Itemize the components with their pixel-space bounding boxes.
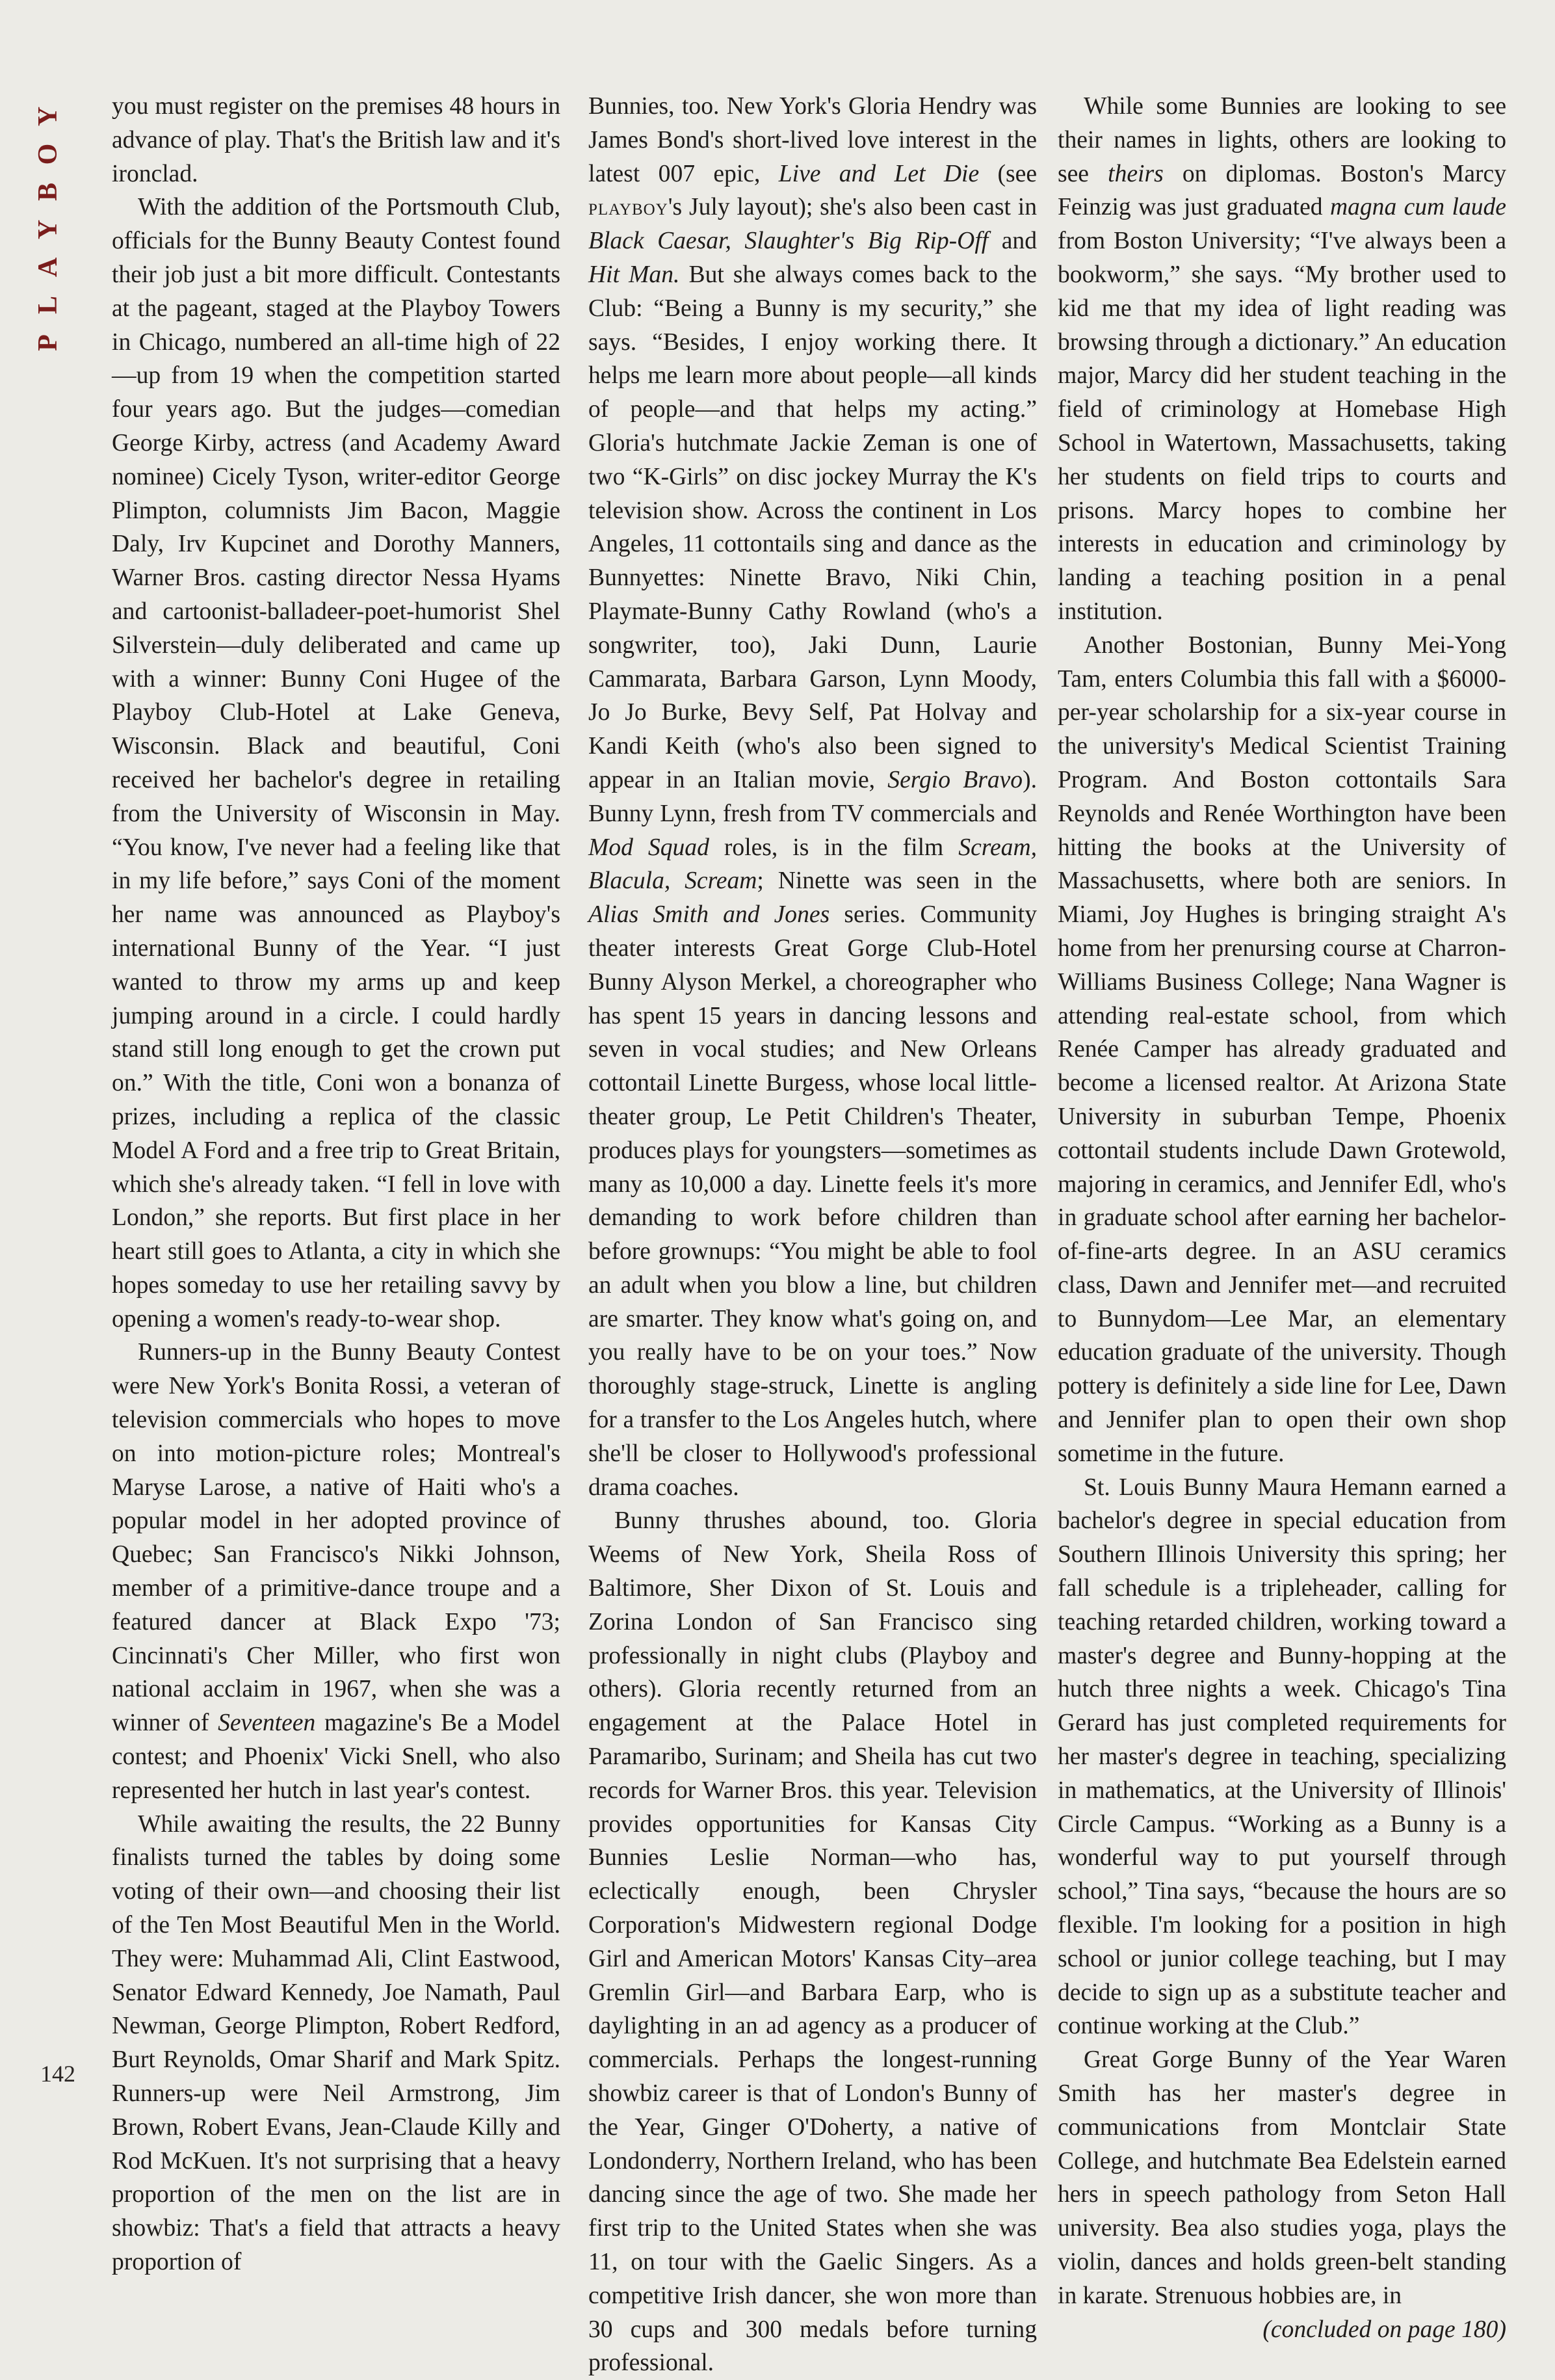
small-caps-text: playboy bbox=[588, 194, 668, 220]
text-run: and bbox=[988, 228, 1038, 255]
text-run: magazine's Be a Model contest; and Phoenix' Vicki Snell, who also represented her hutch in last year's contest. bbox=[112, 1710, 560, 1804]
text-run: While some Bunnies are looking to see their names in lights, others are looking to see bbox=[1058, 93, 1506, 187]
paragraph: Great Gorge Bunny of the Year Waren Smith has her master's degree in communications from Montclair State College, and hutchmate Bea Edelstein earned hers in speech pathology from Seton Hall university. Bea also studies yoga, plays the violin, dances and holds green-belt standing in karate. Strenuous hobbies are, in bbox=[1058, 2046, 1506, 2309]
paragraph: Bunny thrushes abound, too. Gloria Weems of New York, Sheila Ross of Baltimore, Sher Dixon of St. Louis and Zorina London of San Francisco sing professionally in night clubs (Playboy and others). Gloria recently returned from an engagement at the Palace Hotel in Paramaribo, Surinam; and Sheila has cut two records for Warner Bros. this year. Television provides opportunities for Kansas City Bunnies Leslie Norman—who has, eclectically enough, been Chrysler Corporation's Midwestern regional Dodge Girl and American Motors' Kansas City–area Gremlin Girl—and Barbara Earp, who is daylighting in an ad agency as a producer of commercials. Perhaps the longest-running showbiz career is that of London's Bunny of the Year, Ginger O'Doherty, a native of Londonderry, Northern Ireland, who has been dancing since the age of two. She made her first trip to the United States when she was 11, on tour with the Gaelic Singers. As a competitive Irish dancer, she won more than 30 cups and 300 medals before turning professional. bbox=[588, 1507, 1037, 2377]
text-run: ). Bunny Lynn, fresh from TV commercials and bbox=[588, 766, 1037, 827]
text-run: Bunnies, too. New York's Gloria Hendry was James Bond's short-lived love interest in the latest 007 epic, bbox=[588, 93, 1037, 187]
text-run: series. Community theater interests Great Gorge Club-Hotel Bunny Alyson Merkel, a choreographer who has spent 15 years in dancing lessons and seven in vocal studies; and New Orleans cottontail Linette Burgess, whose local little-theater group, Le Petit Children's Theater, produces plays for youngsters—sometimes as many as 10,000 a day. Linette feels it's more demanding to work before children than before grownups: “You might be able to fool an adult when you blow a line, but children are smarter. They know what's going on, and you really have to be on your toes.” Now thoroughly stage-struck, Linette is angling for a transfer to the Los Angeles hutch, where she'll be closer to Hollywood's professional drama coaches. bbox=[588, 901, 1037, 1501]
paragraph bbox=[588, 90, 1037, 1504]
paragraph bbox=[1058, 90, 1506, 629]
italic-title: Hit Man. bbox=[588, 261, 680, 288]
text-run: ; Ninette was seen in the bbox=[757, 867, 1037, 895]
playboy-masthead bbox=[29, 98, 68, 371]
text-run: roles, is in the film bbox=[709, 834, 959, 861]
paragraph: St. Louis Bunny Maura Hemann earned a bachelor's degree in special education from Southern Illinois University this spring; her fall schedule is a tripleheader, calling for teaching retarded children, working toward a master's degree and Bunny-hopping at the hutch three nights a week. Chicago's Tina Gerard has just completed requirements for her master's degree in teaching, specializing in mathematics, at the University of Illinois' Circle Campus. “Working as a Bunny is a wonderful way to put yourself through school,” Tina says, “because the hours are so flexible. I'm looking for a position in high school or junior college teaching, but I may decide to sign up as a substitute teacher and continue working at the Club.” bbox=[1058, 1474, 1506, 2040]
masthead-letter: L bbox=[33, 296, 63, 315]
italic-title: Seventeen bbox=[218, 1710, 316, 1737]
page-number: 142 bbox=[40, 2061, 75, 2087]
italic-title: Alias Smith and Jones bbox=[588, 901, 830, 929]
italic-title: Sergio Bravo bbox=[887, 766, 1023, 793]
masthead-letter: B bbox=[33, 183, 63, 202]
text-run: 's July layout); she's also been cast in bbox=[668, 194, 1037, 221]
paragraph: With the addition of the Portsmouth Club, officials for the Bunny Beauty Contest found their job just a bit more difficult. Contestants at the pageant, staged at the Playboy Towers in Chicago, numbered an all-time high of 22—up from 19 when the competition started four years ago. But the judges—comedian George Kirby, actress (and Academy Award nominee) Cicely Tyson, writer-editor George Plimpton, columnists Jim Bacon, Maggie Daly, Irv Kupcinet and Dorothy Manners, Warner Bros. casting director Nessa Hyams and cartoonist-balladeer-poet-humorist Shel Silverstein—duly deliberated and came up with a winner: Bunny Coni Hugee of the Playboy Club-Hotel at Lake Geneva, Wisconsin. Black and beautiful, Coni received her bachelor's degree in retailing from the University of Wisconsin in May. “You know, I've never had a feeling like that in my life before,” says Coni of the moment her name was announced as Playboy's international Bunny of the Year. “I just wanted to throw my arms up and keep jumping around in a circle. I could hardly stand still long enough to get the crown put on.” With the title, Coni won a bonanza of prizes, including a replica of the classic Model A Ford and a free trip to Great Britain, which she's already taken. “I fell in love with London,” she reports. But first place in her heart still goes to Atlanta, a city in which she hopes someday to use her retailing savvy by opening a women's ready-to-wear shop. bbox=[112, 194, 560, 1332]
continuation-note: (concluded on page 180) bbox=[1262, 2316, 1506, 2343]
paragraph: Another Bostonian, Bunny Mei-Yong Tam, enters Columbia this fall with a $6000-per-year scholarship for a six-year course in the university's Medical Scientist Training Program. And Boston cottontails Sara Reynolds and Renée Worthington have been hitting the books at the University of Massachusetts, where both are seniors. In Miami, Joy Hughes is bringing straight A's home from her prenursing course at Charron-Williams Business College; Nana Wagner is attending real-estate school, from which Renée Camper has already graduated and become a licensed realtor. At Arizona State University in suburban Tempe, Phoenix cottontail students include Dawn Grotewold, majoring in ceramics, and Jennifer Edl, who's in graduate school after earning her bachelor-of-fine-arts degree. In an ASU ceramics class, Dawn and Jennifer met—and recruited to Bunnydom—Lee Mar, an elementary education graduate of the university. Though pottery is definitely a side line for Lee, Dawn and Jennifer plan to open their own shop sometime in the future. bbox=[1058, 631, 1506, 1467]
masthead-letter: Y bbox=[33, 219, 63, 240]
italic-phrase: magna cum laude bbox=[1329, 194, 1506, 221]
column-1 bbox=[112, 90, 560, 2279]
text-run: Runners-up in the Bunny Beauty Contest were New York's Bonita Rossi, a veteran of television commercials who hopes to move on into motion-picture roles; Montreal's Maryse Larose, a native of Haiti who's a popular model in her adopted province of Quebec; San Francisco's Nikki Johnson, member of a primitive-dance troupe and a featured dancer at Black Expo '73; Cincinnati's Cher Miller, who first won national acclaim in 1967, when she was a winner of bbox=[112, 1339, 560, 1737]
column-2 bbox=[588, 90, 1037, 2380]
italic-title: Scream, Blacula, Scream bbox=[588, 834, 1037, 895]
italic-title: Black Caesar, Slaughter's Big Rip-Off bbox=[588, 228, 989, 255]
text-run: from Boston University; “I've always been a bookworm,” she says. “My brother used to kid me that my idea of light reading was browsing through a dictionary.” An education major, Marcy did her student teaching in the field of criminology at Homebase High School in Watertown, Massachusetts, taking her students on field trips to courts and prisons. Marcy hopes to combine her interests in education and criminology by landing a teaching position in a penal institution. bbox=[1058, 228, 1506, 625]
masthead-letter: Y bbox=[33, 106, 63, 127]
text-run: But she always comes back to the Club: “Being a Bunny is my security,” she says. “Besides, I enjoy working there. It helps me learn more about people—all kinds of people—and that helps my acting.” Gloria's hutchmate Jackie Zeman is one of two “K-Girls” on disc jockey Murray the K's television show. Across the continent in Los Angeles, 11 cottontails sing and dance as the Bunnyettes: Ninette Bravo, Niki Chin, Playmate-Bunny Cathy Rowland (who's a songwriter, too), Jaki Dunn, Laurie Cammarata, Barbara Garson, Lynn Moody, Jo Jo Burke, Bevy Self, Pat Holvay and Kandi Keith (who's also been signed to appear in an Italian movie, bbox=[588, 261, 1037, 793]
text-run: on diplomas. Boston's Marcy Feinzig was just graduated bbox=[1058, 160, 1506, 221]
masthead-letter: A bbox=[33, 257, 63, 278]
paragraph: While awaiting the results, the 22 Bunny finalists turned the tables by doing some voting of their own—and choosing their list of the Ten Most Beautiful Men in the World. They were: Muhammad Ali, Clint Eastwood, Senator Edward Kennedy, Joe Namath, Paul Newman, George Plimpton, Robert Redford, Burt Reynolds, Omar Sharif and Mark Spitz. Runners-up were Neil Armstrong, Jim Brown, Robert Evans, Jean-Claude Killy and Rod McKuen. It's not surprising that a heavy proportion of the men on the list are in showbiz: That's a field that attracts a heavy proportion of bbox=[112, 1810, 560, 2275]
italic-title: Live and Let Die bbox=[778, 160, 980, 187]
masthead-letter: P bbox=[33, 334, 63, 351]
italic-word: theirs bbox=[1108, 160, 1164, 187]
masthead-letter: O bbox=[33, 143, 63, 165]
text-run: (see bbox=[979, 160, 1038, 187]
italic-title: Mod Squad bbox=[588, 834, 709, 861]
column-3 bbox=[1058, 90, 1506, 2346]
paragraph bbox=[112, 1336, 560, 1807]
paragraph: you must register on the premises 48 hours in advance of play. That's the British law and it's ironclad. bbox=[112, 93, 560, 187]
